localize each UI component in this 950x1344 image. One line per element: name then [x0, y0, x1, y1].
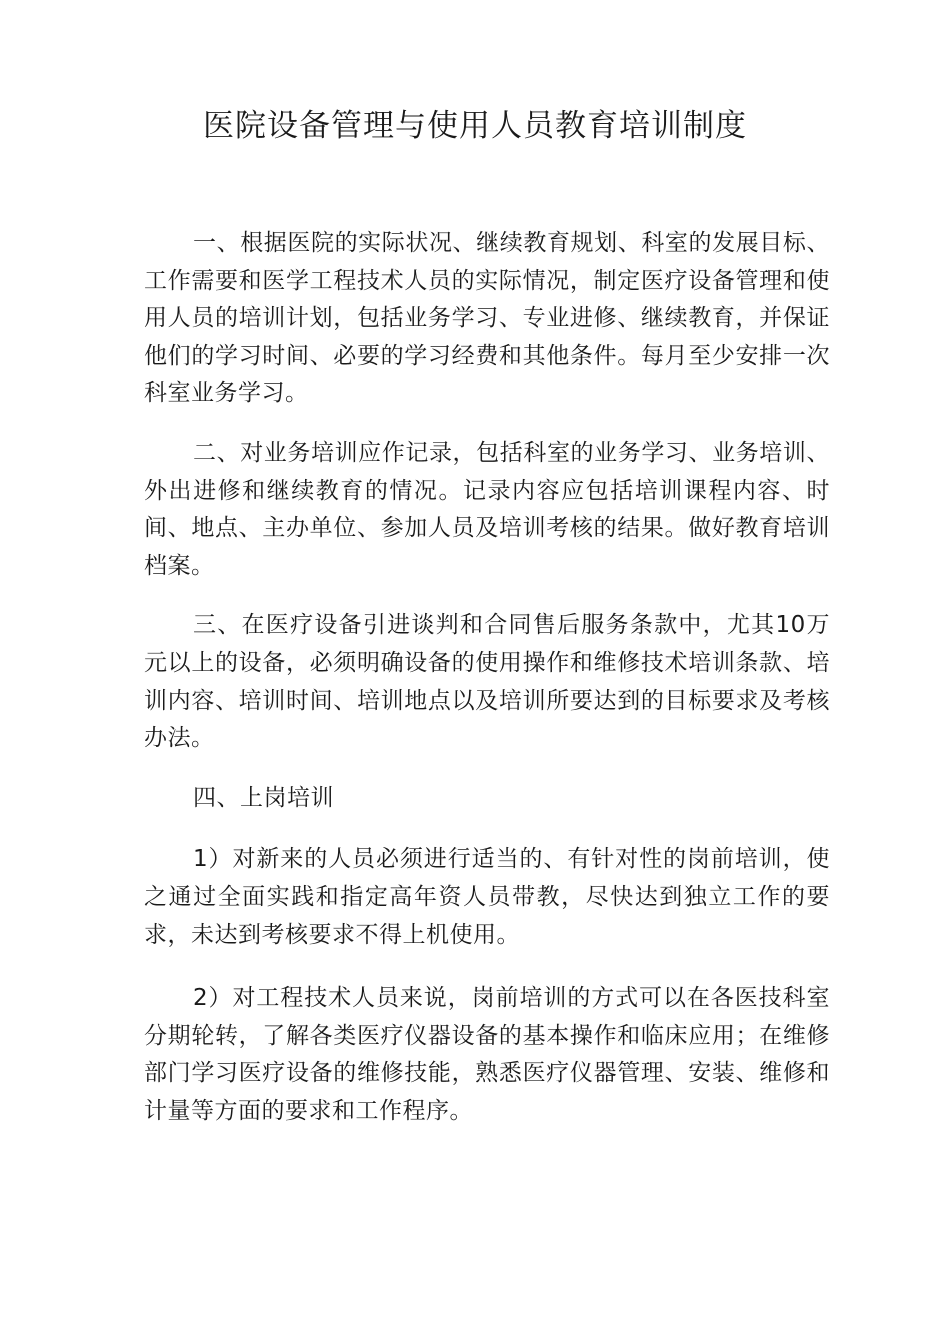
document-title: 医院设备管理与使用人员教育培训制度	[203, 108, 747, 144]
paragraph-item-1: 1）对新来的人员必须进行适当的、有针对性的岗前培训，使之通过全面实践和指定高年资人员带教，尽快达到独立工作的要求，未达到考核要求不得上机使用。	[144, 846, 830, 948]
paragraph-1: 一、根据医院的实际状况、继续教育规划、科室的发展目标、工作需要和医学工程技术人员的实际情况，制定医疗设备管理和使用人员的培训计划，包括业务学习、专业进修、继续教育，并保证他们的学习时间、必要的学习经费和其他条件。每月至少安排一次科室业务学习。	[144, 230, 830, 407]
section-heading-4: 四、上岗培训	[193, 784, 334, 811]
paragraph-2: 二、对业务培训应作记录，包括科室的业务学习、业务培训、外出进修和继续教育的情况。记录内容应包括培训课程内容、时间、地点、主办单位、参加人员及培训考核的结果。做好教育培训档案。	[144, 439, 830, 579]
paragraph-3: 三、在医疗设备引进谈判和合同售后服务条款中，尤其10万元以上的设备，必须明确设备的使用操作和维修技术培训条款、培训内容、培训时间、培训地点以及培训所要达到的目标要求及考核办法。	[144, 612, 830, 752]
document-body	[144, 225, 830, 1156]
paragraph-item-2: 2）对工程技术人员来说，岗前培训的方式可以在各医技科室分期轮转，了解各类医疗仪器设备的基本操作和临床应用；在维修部门学习医疗设备的维修技能，熟悉医疗仪器管理、安装、维修和计量等方面的要求和工作程序。	[144, 985, 830, 1124]
